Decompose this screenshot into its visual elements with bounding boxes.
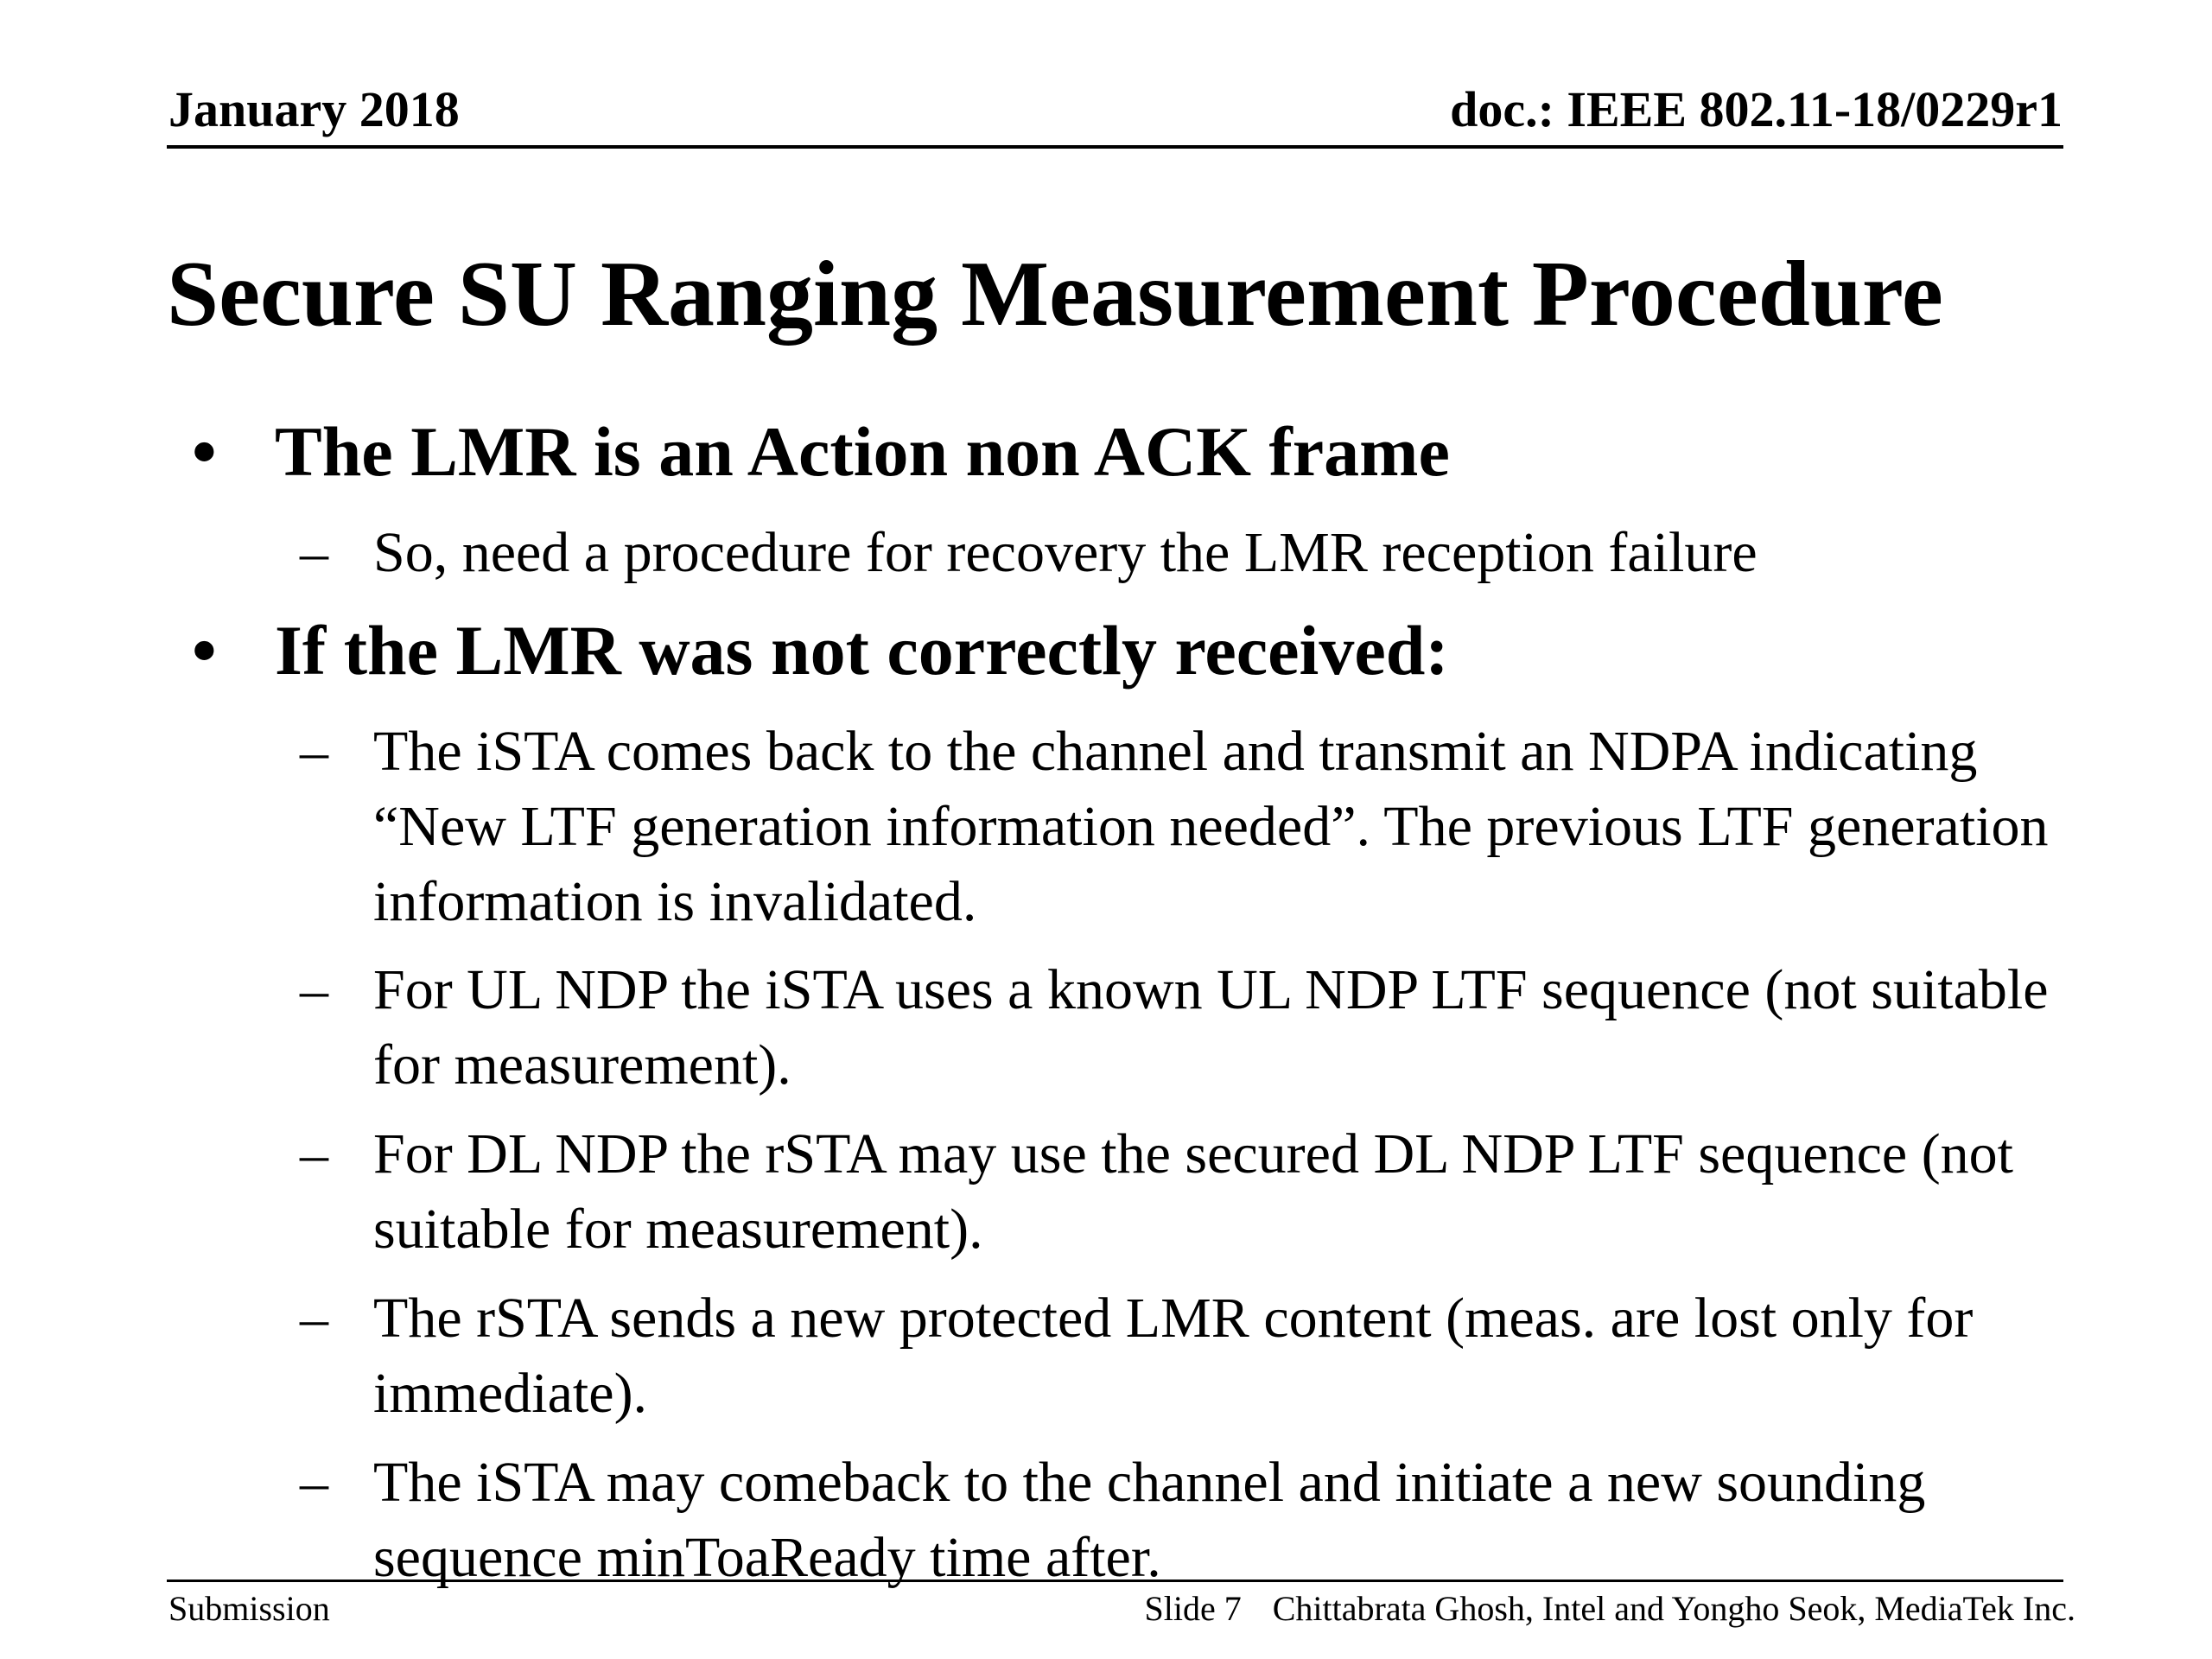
footer-submission: Submission: [168, 1589, 330, 1628]
dash-marker: –: [300, 1122, 328, 1185]
bullet-marker: •: [192, 412, 217, 491]
sub-bullet-text: So, need a procedure for recovery the LMR reception failure: [373, 521, 1758, 584]
dash-marker: –: [300, 1451, 328, 1514]
footer-right: [1144, 1589, 2075, 1628]
header-date: January 2018: [168, 81, 460, 137]
footer-authors: Chittabrata Ghosh, Intel and Yongho Seok, MediaTek Inc.: [1272, 1589, 2075, 1628]
sub-bullet-text: The iSTA may comeback to the channel and initiate a new sounding sequence minToaReady time after.: [373, 1451, 1926, 1589]
sub-bullet-text: The iSTA comes back to the channel and transmit an NDPA indicating “New LTF generation information needed”. The previous LTF generation information is invalidated.: [373, 720, 2049, 933]
bullet-text: If the LMR was not correctly received:: [275, 611, 1449, 690]
sub-bullet-text: The rSTA sends a new protected LMR content (meas. are lost only for immediate).: [373, 1287, 1974, 1425]
bullet-marker: •: [192, 611, 217, 690]
dash-marker: –: [300, 958, 328, 1021]
slide-title: Secure SU Ranging Measurement Procedure: [167, 243, 1943, 346]
footer-divider: [167, 1580, 2063, 1582]
bullet-text: The LMR is an Action non ACK frame: [275, 412, 1450, 491]
dash-marker: –: [300, 1287, 328, 1350]
header-doc-id: doc.: IEEE 802.11-18/0229r1: [1450, 81, 2063, 137]
sub-bullet-text: For DL NDP the rSTA may use the secured DL NDP LTF sequence (not suitable for measurement).: [373, 1122, 2014, 1261]
sub-bullet-text: For UL NDP the iSTA uses a known UL NDP LTF sequence (not suitable for measurement).: [373, 958, 2049, 1096]
dash-marker: –: [300, 521, 328, 584]
dash-marker: –: [300, 720, 328, 783]
slide-number: Slide 7: [1144, 1589, 1242, 1628]
